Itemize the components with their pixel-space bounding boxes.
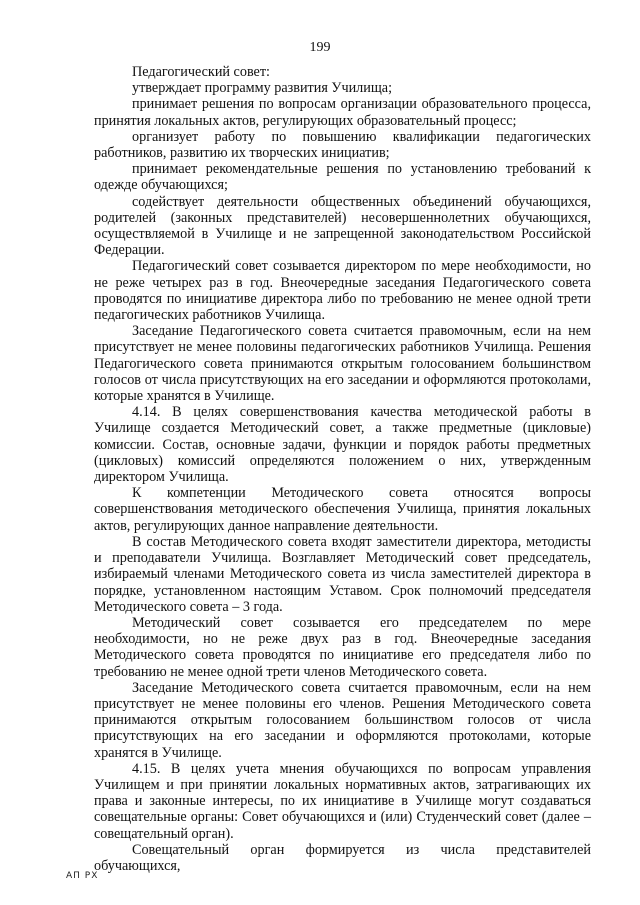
paragraph: принимает решения по вопросам организации образовательного процесса, принятия локальных актов, регулирующих образовательный процесс; xyxy=(94,96,591,129)
paragraph: организует работу по повышению квалификации педагогических работников, развитию их творческих инициатив; xyxy=(94,128,591,162)
paragraph: 4.14. В целях совершенствования качества методической работы в Училище создается Методический совет, а также предметные (цикловые) комиссии. Состав, основные задачи, функции и порядок работы предметных (цикловых) комиссий определяются положением о них, утвержденным директором Училища. xyxy=(94,404,591,486)
paragraph: Методический совет созывается его председателем по мере необходимости, но не реже двух раз в год. Внеочередные заседания Методического совета проводятся по инициативе его председателя либо по требованию не менее одной трети членов Методического совета. xyxy=(94,614,591,680)
paragraph: К компетенции Методического совета относятся вопросы совершенствования методического обеспечения Училища, принятия локальных актов, регулирующих данное направление деятельности. xyxy=(94,485,591,534)
paragraph: Заседание Методического совета считается правомочным, если на нем присутствует не менее половины его членов. Решения Методического совета принимаются открытым голосованием большинством голосов от числа присутствующих на его заседании и оформляются протоколами, которые хранятся в Училище. xyxy=(94,679,591,761)
paragraph: утверждает программу развития Училища; xyxy=(132,80,393,97)
paragraph: 4.15. В целях учета мнения обучающихся по вопросам управления Училищем и при принятии локальных нормативных актов, затрагивающих их права и законные интересы, по их инициативе в Училище могут создаваться совещательные органы: Совет обучающихся и (или) Студенческий совет (далее – совещательный орган). xyxy=(94,760,591,842)
footer-mark: АП РХ xyxy=(66,871,99,881)
paragraph: Педагогический совет созывается директором по мере необходимости, но не реже четырех раз в год. Внеочередные заседания Педагогического совета проводятся по инициативе директора либо по требованию не менее одной трети педагогических работников Училища. xyxy=(94,258,591,324)
paragraph: содействует деятельности общественных объединений обучающихся, родителей (законных представителей) несовершеннолетних обучающихся, осуществляемой в Училище и не запрещенной законодательством Российской Федерации. xyxy=(94,193,591,259)
paragraph: В состав Методического совета входят заместители директора, методисты и преподаватели Училища. Возглавляет Методический совет председатель, избираемый членами Методического совета из числа заместителей директора в порядке, установленном настоящим Уставом. Срок полномочий председателя Методического совета – 3 года. xyxy=(94,533,591,615)
paragraph: Заседание Педагогического совета считается правомочным, если на нем присутствует не менее половины педагогических работников Училища. Решения Педагогического совета принимаются открытым голосованием большинством голосов от числа присутствующих на его заседании и оформляются протоколами, которые хранятся в Училище. xyxy=(94,323,591,405)
paragraph: Совещательный орган формируется из числа представителей обучающихся, xyxy=(94,841,591,874)
page-number: 199 xyxy=(309,40,331,55)
paragraph: принимает рекомендательные решения по установлению требований к одежде обучающихся; xyxy=(94,161,591,194)
body-text xyxy=(94,64,591,874)
paragraph: Педагогический совет: xyxy=(132,64,270,80)
